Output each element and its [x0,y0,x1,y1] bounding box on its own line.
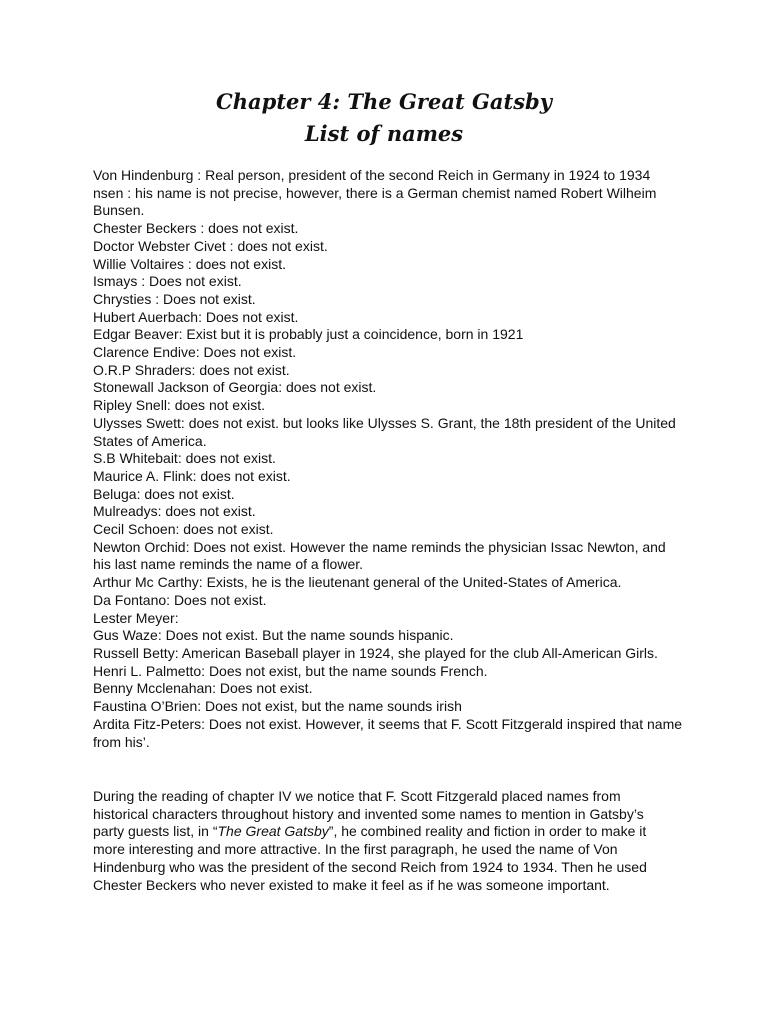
list-item: Stonewall Jackson of Georgia: does not exist. [93,379,377,396]
list-item: Russell Betty: American Baseball player in 1924, she played for the club All-American Girls. [93,644,658,661]
list-item: Ardita Fitz-Peters: Does not exist. However, it seems that F. Scott Fitzgerald inspired that name from his’. [93,715,683,750]
list-item: Faustina O’Brien: Does not exist, but the name sounds irish [93,698,462,715]
title-subtitle: List of names [304,121,464,146]
names-list [93,167,683,751]
list-item: Henri L. Palmetto: Does not exist, but the name sounds French. [93,662,488,679]
list-item: Benny Mcclenahan: Does not exist. [93,680,313,697]
list-item: Clarence Endive: Does not exist. [93,344,297,361]
list-item: Ulysses Swett: does not exist. but looks like Ulysses S. Grant, the 18th president of the United States of America. [93,414,676,449]
list-item: Gus Waze: Does not exist. But the name sounds hispanic. [93,627,454,644]
list-item: Von Hindenburg : Real person, president of the second Reich in Germany in 1924 to 1934 [93,167,651,183]
list-item: Hubert Auerbach: Does not exist. [93,308,299,325]
paragraph-text-start: During the reading of chapter IV we notice that F. Scott Fitzgerald placed names from historical characters throughout history and invented some names to mention in Gatsby’s party guests list, in “ [93,788,644,840]
list-item: Willie Voltaires : does not exist. [93,255,286,272]
list-item: Ismays : Does not exist. [93,273,242,290]
list-item: Newton Orchid: Does not exist. However the name reminds the physician Issac Newton, and his last name reminds the name of a flower. [93,538,666,573]
list-item: Cecil Schoen: does not exist. [93,521,274,538]
list-item: Mulreadys: does not exist. [93,503,256,520]
list-item: Beluga: does not exist. [93,485,235,502]
page-title [0,86,768,150]
list-item: Lester Meyer: [93,609,179,626]
list-item: Maurice A. Flink: does not exist. [93,467,291,484]
paragraph-text-end: ”, he combined reality and fiction in order to make it more interesting and more attractive. In the first paragraph, he used the name of Von Hindenburg who was the president of the second Reich from 1924 to 1934. Then he used Chester Beckers who never existed to make it feel as if he was someone important. [93,823,647,893]
list-item: Da Fontano: Does not exist. [93,591,267,608]
list-item: nsen : his name is not precise, however, there is a German chemist named Robert Wilheim Bunsen. [93,184,657,219]
list-item: Edgar Beaver: Exist but it is probably just a coincidence, born in 1921 [93,326,524,343]
analysis-paragraph [93,788,673,894]
list-item: Ripley Snell: does not exist. [93,397,265,414]
list-item: S.B Whitebait: does not exist. [93,450,276,467]
list-item: Arthur Mc Carthy: Exists, he is the lieutenant general of the United-States of America. [93,574,622,591]
list-item: Chester Beckers : does not exist. [93,220,299,237]
list-item: O.R.P Shraders: does not exist. [93,361,290,378]
list-item: Chrysties : Does not exist. [93,290,256,307]
book-title: The Great Gatsby [217,823,329,840]
list-item: Doctor Webster Civet : does not exist. [93,237,328,254]
title-chapter: Chapter 4: The Great Gatsby [216,89,552,114]
